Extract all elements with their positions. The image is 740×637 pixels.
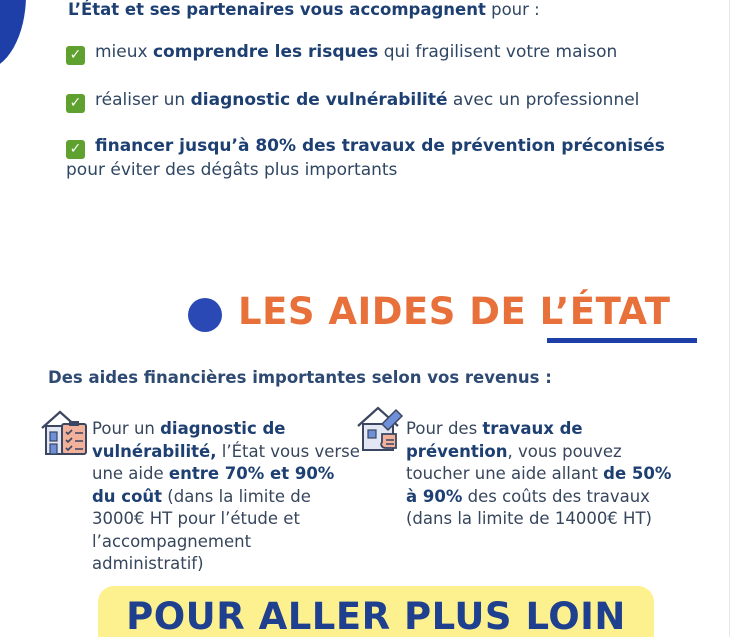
section-subheading: Des aides financières importantes selon vos revenus : bbox=[48, 368, 552, 387]
intro-rest: pour : bbox=[485, 0, 540, 19]
bullet-text: avec un professionnel bbox=[447, 90, 640, 110]
bullet-text: pour éviter des dégâts plus importants bbox=[66, 160, 398, 180]
title-underline bbox=[547, 338, 697, 343]
aid-text: Pour un bbox=[92, 419, 161, 438]
section-bullet-dot bbox=[188, 298, 222, 332]
aid-bold: entre 70% et 90% du coût bbox=[92, 464, 335, 506]
bullet-text: mieux bbox=[95, 42, 153, 62]
bullet-text: réaliser un bbox=[95, 90, 191, 110]
works-aid-text bbox=[406, 418, 686, 531]
aid-bold: de 50% à 90% bbox=[406, 464, 672, 506]
check-mark-icon: ✓ bbox=[66, 46, 85, 65]
section-title-part2: L’ÉTAT bbox=[539, 290, 671, 333]
section-title bbox=[238, 290, 670, 333]
check-mark-icon: ✓ bbox=[66, 140, 85, 159]
check-mark-icon: ✓ bbox=[66, 94, 85, 113]
house-checklist-icon bbox=[40, 406, 90, 456]
bullet-bold: diagnostic de vulnérabilité bbox=[190, 90, 448, 110]
aid-text: (dans la limite de 3000€ HT pour l’étude et l’accompagnement administratif) bbox=[92, 486, 311, 573]
bullet-bold: financer jusqu’à 80% des travaux de prévention préconisés bbox=[95, 136, 665, 156]
bullet-financing bbox=[66, 135, 665, 181]
decorative-blue-shape bbox=[0, 0, 26, 70]
aid-bold: diagnostic de vulnérabilité, bbox=[92, 419, 286, 461]
bullet-understand-risks bbox=[66, 41, 617, 65]
intro-line bbox=[68, 0, 540, 20]
cta-label: POUR ALLER PLUS LOIN bbox=[126, 595, 626, 637]
bullet-text: qui fragilisent votre maison bbox=[378, 42, 618, 62]
diagnostic-aid-text bbox=[92, 418, 360, 576]
intro-bold: L’État et ses partenaires vous accompagnent bbox=[68, 0, 486, 19]
aid-bold: travaux de prévention bbox=[406, 419, 583, 461]
aid-text: Pour des bbox=[406, 419, 483, 438]
section-title-part1: LES AIDES DE bbox=[238, 290, 540, 333]
house-tools-icon bbox=[356, 404, 406, 454]
bullet-bold: comprendre les risques bbox=[152, 42, 379, 62]
aid-text: l’État vous verse une aide bbox=[92, 441, 360, 483]
page-edge-line bbox=[729, 0, 730, 637]
bullet-diagnostic bbox=[66, 89, 639, 113]
aid-text: , vous pouvez toucher une aide allant bbox=[406, 441, 622, 483]
cta-banner bbox=[98, 586, 654, 637]
aid-text: des coûts des travaux (dans la limite de 14000€ HT) bbox=[406, 486, 652, 528]
